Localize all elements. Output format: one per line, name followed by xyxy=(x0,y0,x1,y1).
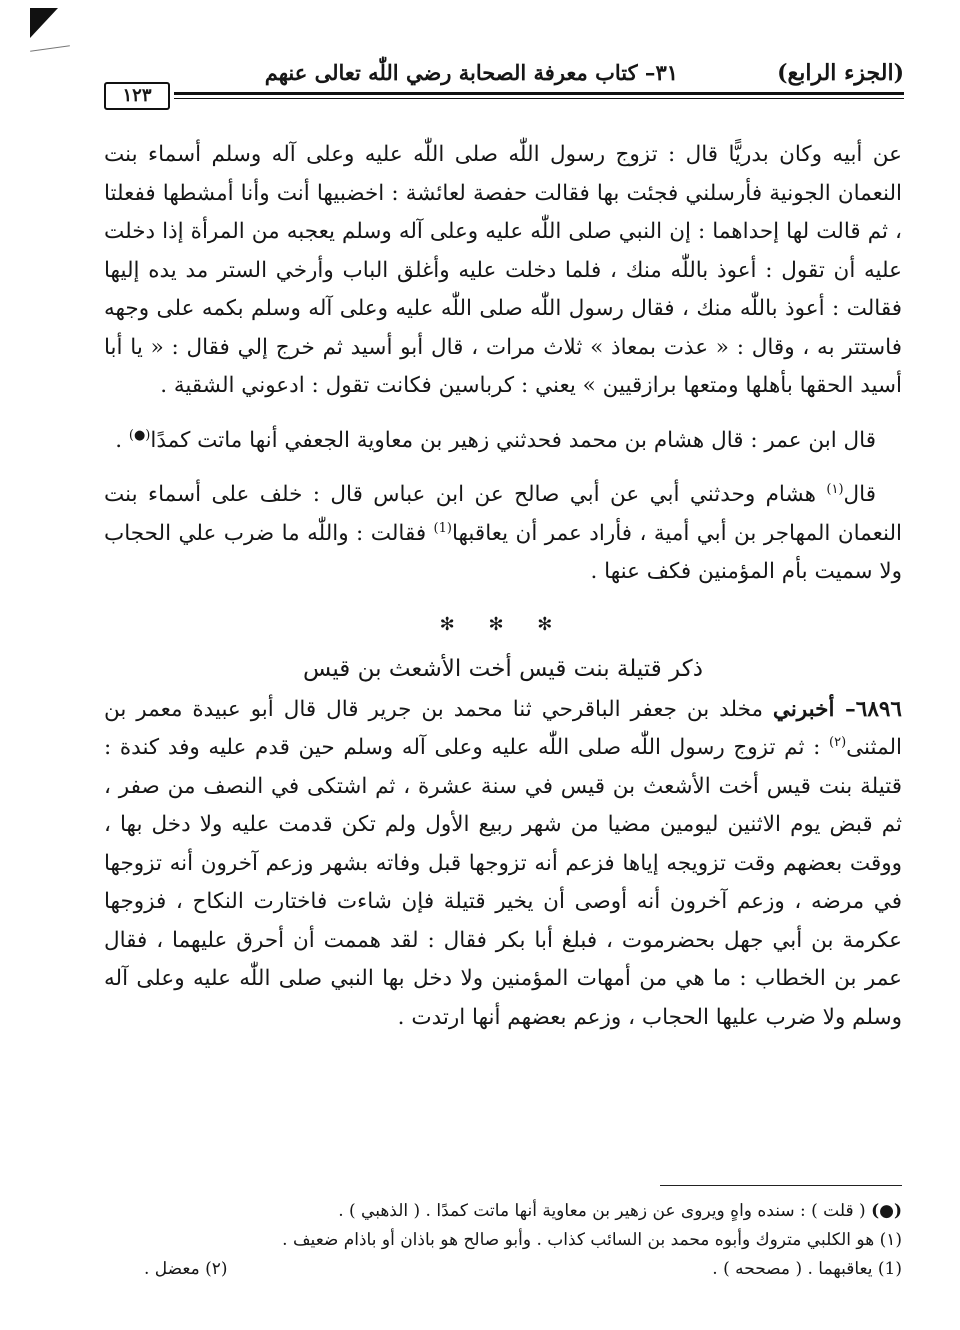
header-rule-thick xyxy=(174,92,904,95)
hadith-opening-word: أخبرني xyxy=(772,696,835,722)
paragraph-3 xyxy=(104,476,902,592)
page-header xyxy=(104,54,904,104)
footnote-ref-2: (٢) xyxy=(829,734,847,750)
header-rule-thin xyxy=(174,98,904,99)
footnote-dot-marker: (●) xyxy=(871,1201,902,1221)
section-title: ذكر قتيلة بنت قيس أخت الأشعث بن قيس xyxy=(303,656,703,682)
paragraph-2 xyxy=(104,422,902,461)
page-number: ١٢٣ xyxy=(104,82,170,110)
footnote-dot-text: ( قلت ) : سنده واهٍ ويروى عن زهير بن معاوية أنها ماتت كمدًا . ( الذهبي ) . xyxy=(338,1201,872,1221)
hadith-text: : ثم تزوج رسول اللّٰه صلى اللّٰه عليه وعلى آله وسلم حين قدم عليه وفد كندة : قتيلة بنت قيس أخت الأشعث بن قيس في سنة عشرة ، ثم اشتكى في النصف من صفر ، ثم قبض يوم الاثنين ليومين مضيا من شهر ربيع الأول ولم تكن قدمت عليه ولا دخل بها ، ووقت بعضهم وقت تزويجه إياها فزعم أنه تزوجها قبل وفاته بشهر وزعم آخرون أنه تزوجها في مرضه ، وزعم آخرون أنه أوصى أن يخير قتيلة فإن شاءت فاختارت النكاح ، فزوجها عكرمة بن أبي جهل بحضرموت ، فبلغ أبا بكر فقال : لقد هممت أن أحرق عليهما ، فقال عمر بن الخطاب : ما هي من أمهات المؤمنين ولا دخل بها النبي صلى اللّٰه عليه وعلى آله وسلم ولا ضرب عليها الحجاب ، وزعم بعضهم أنها ارتدت . xyxy=(104,735,902,1030)
paragraph-2-end: . xyxy=(115,427,129,453)
paragraph-3-end: فقالت : واللّٰه ما ضرب علي الحجاب ولا سميت بأم المؤمنين فكف عنها . xyxy=(104,520,902,584)
page-corner-mark xyxy=(30,8,58,38)
footnote-ref-dot: (●) xyxy=(128,427,151,443)
hadith-chain: مخلد بن جعفر الباقرحي ثنا محمد بن جرير قال قال أبو عبيدة معمر بن المثنى xyxy=(104,696,902,760)
page-body xyxy=(104,136,902,1037)
header-chapter-title: ٣١– كتاب معرفة الصحابة رضي اللّٰه تعالى عنهم xyxy=(264,60,678,85)
section-separator-stars: ✻ ✻ ✻ xyxy=(439,613,567,635)
footnote-ref-1: (١) xyxy=(826,481,844,497)
hadith-entry xyxy=(104,691,902,1038)
footnote-divider xyxy=(660,1185,902,1186)
header-part-label: (الجزء الرابع) xyxy=(777,60,904,86)
footnotes xyxy=(104,1197,902,1284)
hadith-number: ٦٨٩٦ xyxy=(855,696,902,722)
footnote-1: (١) هو الكلبي متروك وأبوه محمد بن السائب كذاب . وأبو صالح هو باذان أو باذام ضعيف . xyxy=(282,1230,902,1250)
paragraph-2-text: قال ابن عمر : قال هشام بن محمد فحدثني زهير بن معاوية الجعفي أنها ماتت كمدًا xyxy=(150,427,876,453)
correction-ref-1: (1) xyxy=(433,520,452,536)
footnote-2: (٢) معضل . xyxy=(144,1259,228,1279)
footnote-last-row xyxy=(104,1255,902,1284)
paragraph-3-middle: هشام وحدثني أبي عن أبي صالح عن ابن عباس قال : خلف على أسماء بنت النعمان المهاجر بن أبي أمية ، فأراد عمر أن يعاقبها xyxy=(104,482,902,546)
paragraph-3-start: قال xyxy=(843,482,876,507)
hadith-dash: – xyxy=(834,696,856,722)
correction-note: (1) يعاقبهما . ( مصححه ) . xyxy=(712,1259,902,1279)
paragraph-1: عن أبيه وكان بدريًّا قال : تزوج رسول اللّٰه صلى اللّٰه عليه وعلى آله وسلم أسماء بنت النعمان الجونية فأرسلني فجئت بها فقالت حفصة لعائشة : اخضبيها أنت وأنا أمشطها ففعلتا ، ثم قالت لها إحداهما : إن النبي صلى اللّٰه عليه وعلى آله وسلم يعجبه من المرأة إذا دخلت عليه أن تقول : أعوذ باللّٰه منك ، فلما دخلت عليه وأغلق الباب وأرخي الستر مد يده إليها فقالت : أعوذ باللّٰه منك ، فقال رسول اللّٰه صلى اللّٰه عليه وعلى آله وسلم بكمه على وجهه فاستتر به ، وقال : « عذت بمعاذ » ثلاث مرات ، قال أبو أسيد ثم خرج إلي فقال : « يا أبا أسيد الحقها بأهلها ومتعها برازقيين » يعني : كرباسين فكانت تقول : ادعوني الشقية . xyxy=(104,142,902,398)
page-corner-line xyxy=(30,45,70,52)
footnote-dot xyxy=(104,1197,902,1226)
